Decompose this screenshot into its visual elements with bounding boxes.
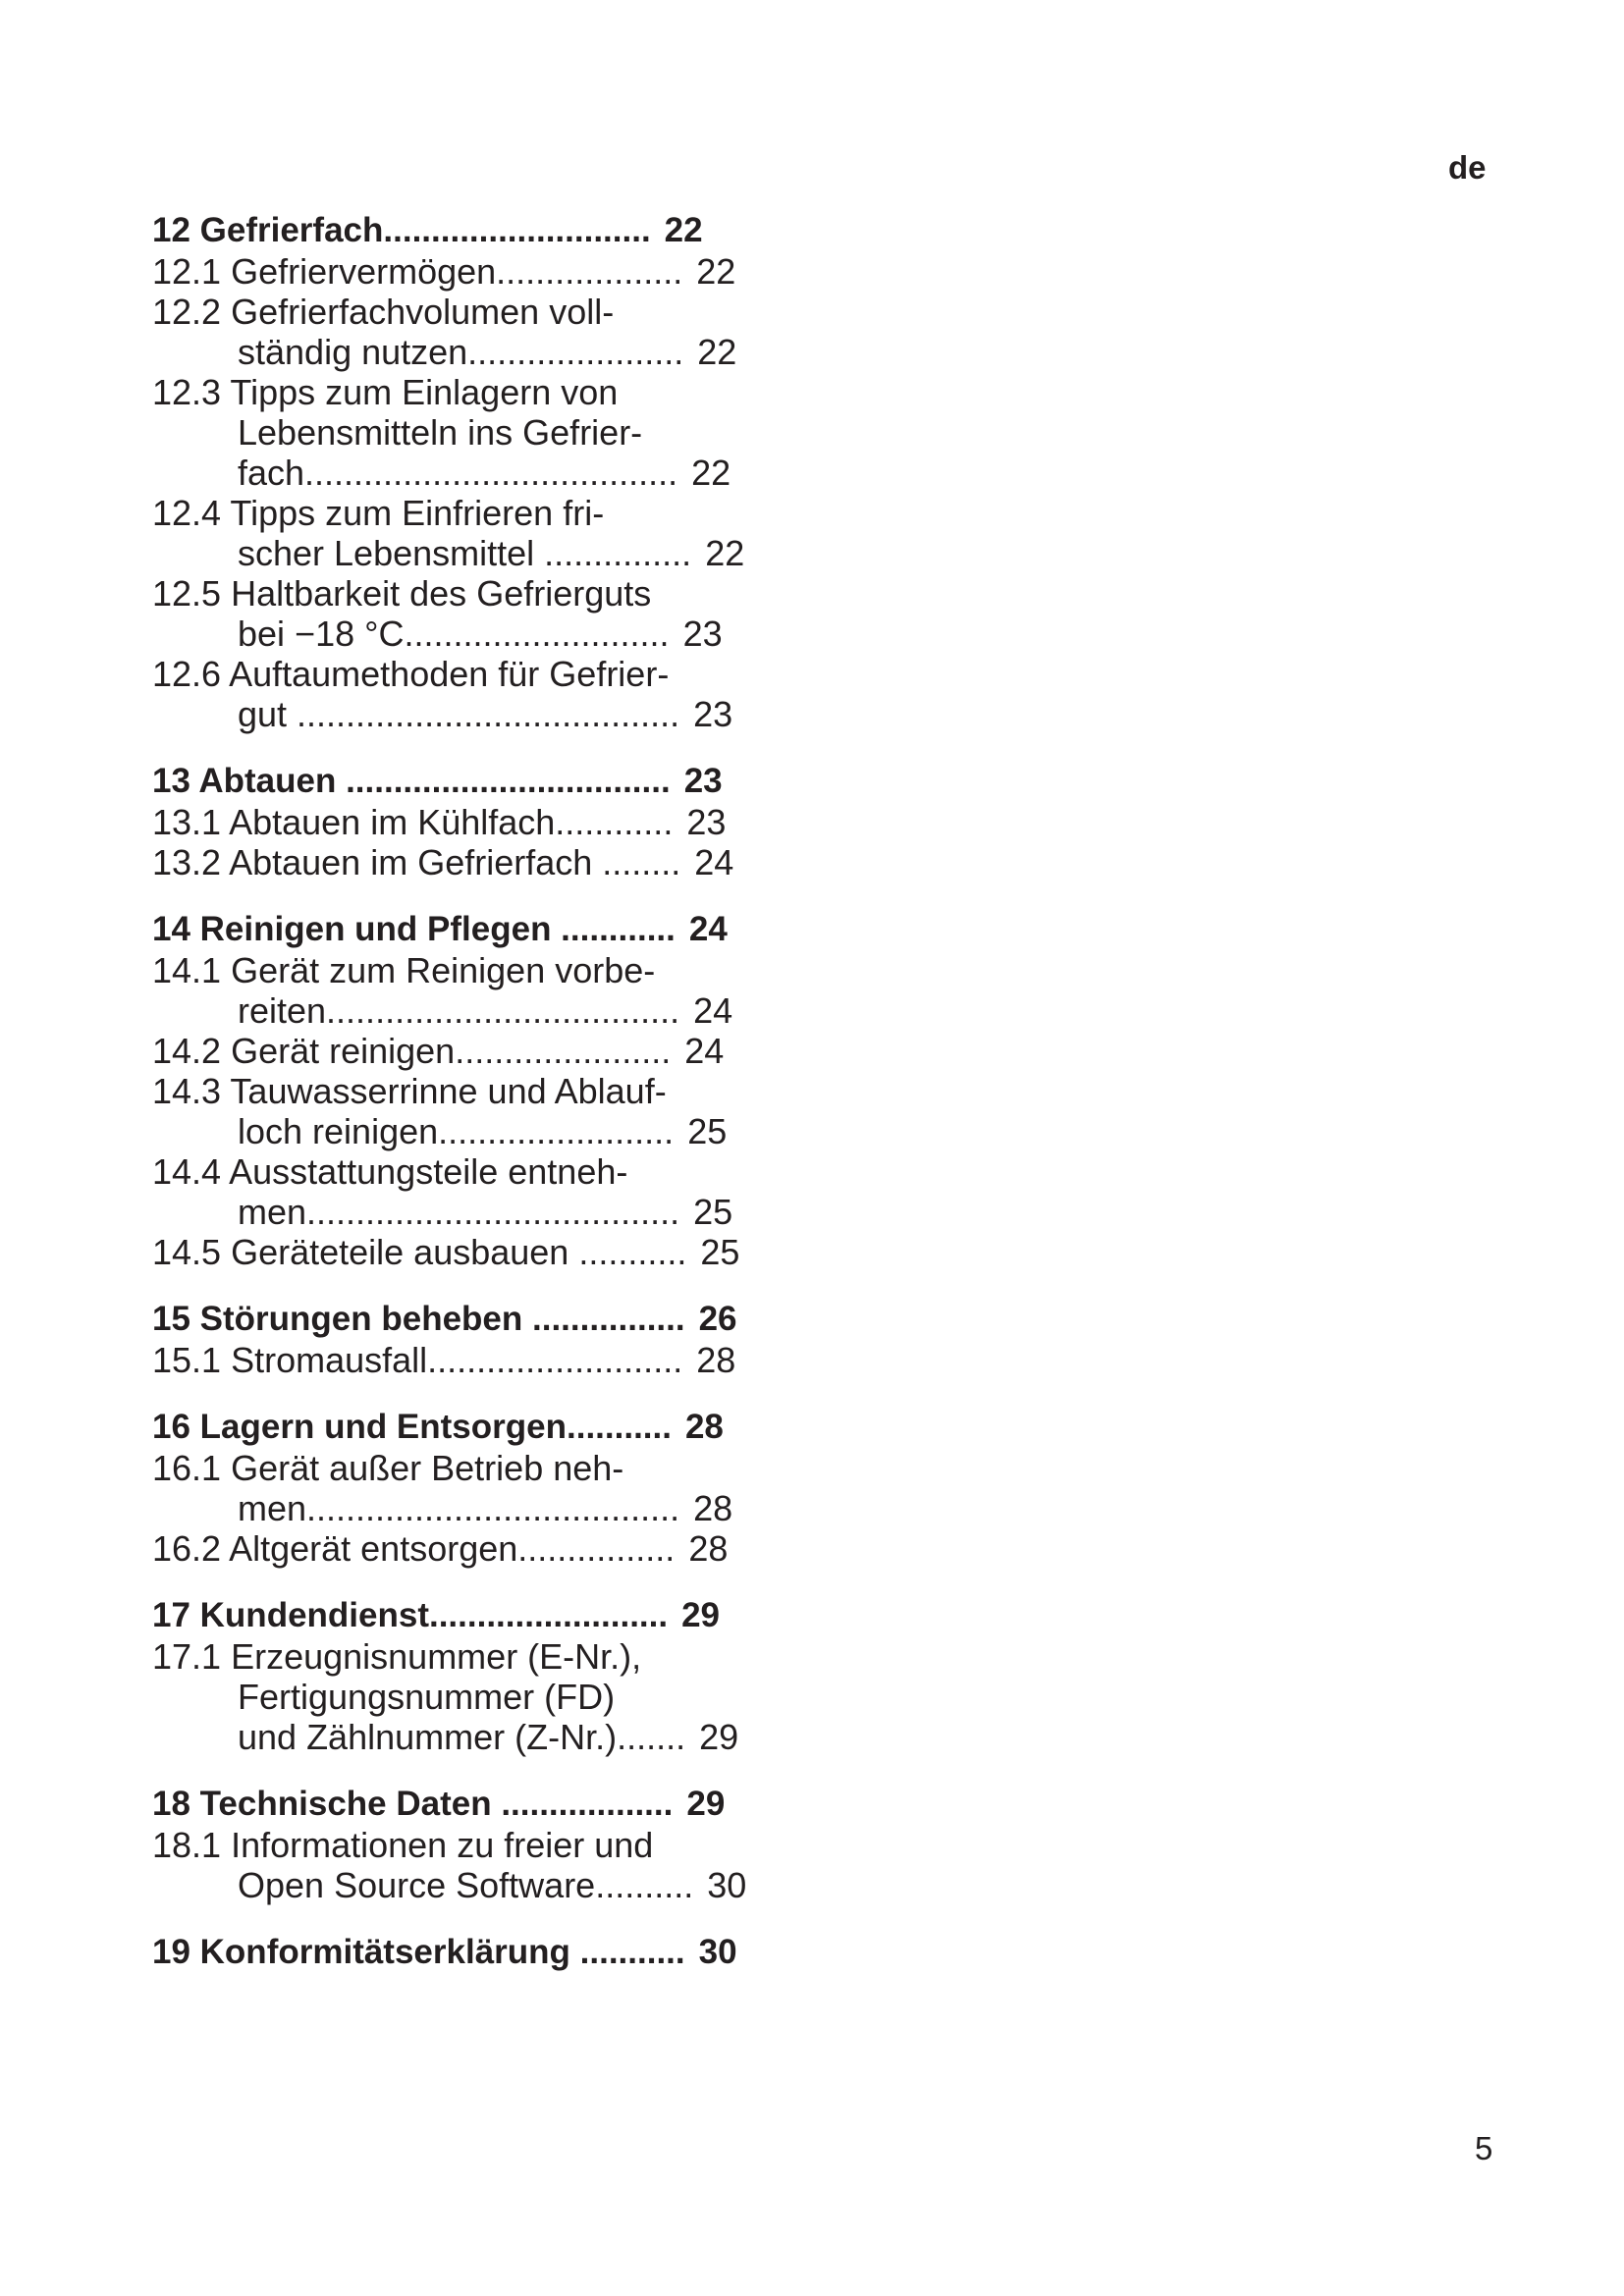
toc-entry-text: und Zählnummer (Z-Nr.)....... <box>238 1717 686 1757</box>
toc-chapter-heading[interactable] <box>152 761 790 802</box>
toc-entry-page: 23 <box>686 802 727 842</box>
toc-chapter-title: 19 Konformitätserklärung ........... <box>152 1933 685 1971</box>
toc-entry-text: scher Lebensmittel ............... <box>238 533 692 573</box>
toc-chapter-page: 26 <box>698 1300 737 1338</box>
toc-entry-text: fach...................................... <box>238 453 678 493</box>
toc-entry-line <box>152 1151 790 1192</box>
toc-entry-text: 14.2 Gerät reinigen...................... <box>152 1031 672 1071</box>
toc-entry[interactable] <box>152 1340 790 1380</box>
toc-entry[interactable] <box>152 1825 790 1905</box>
toc-entry-line <box>152 1488 790 1528</box>
toc-entry-line <box>152 573 790 614</box>
toc-chapter-title: 13 Abtauen .................................. <box>152 762 671 800</box>
toc-entry-line <box>152 1111 790 1151</box>
toc-entry-line <box>152 654 790 694</box>
toc-entry-page: 24 <box>694 842 734 882</box>
toc-entry-text: 12.1 Gefriervermögen................... <box>152 251 683 292</box>
toc-entry-line <box>152 292 790 332</box>
toc-entry-text: 12.2 Gefrierfachvolumen voll- <box>152 292 615 332</box>
toc-entry-line <box>152 1528 790 1569</box>
toc-entry-line <box>152 1677 790 1717</box>
toc-entry-text: 16.2 Altgerät entsorgen................ <box>152 1528 676 1569</box>
toc-entry-line <box>152 802 790 842</box>
toc-chapter-page: 30 <box>698 1933 737 1971</box>
toc-entry-page: 23 <box>693 694 733 734</box>
toc-entry-text: bei −18 °C........................... <box>238 614 670 654</box>
toc-entry-text: 12.6 Auftaumethoden für Gefrier- <box>152 654 670 694</box>
toc-section <box>152 1595 790 1757</box>
toc-chapter-title: 12 Gefrierfach............................ <box>152 211 651 249</box>
toc-entry-text: reiten.................................... <box>238 990 680 1031</box>
toc-chapter-page: 29 <box>681 1596 721 1634</box>
toc-entry-text: 13.1 Abtauen im Kühlfach............ <box>152 802 674 842</box>
toc-entry-line <box>152 251 790 292</box>
toc-entry-text: 17.1 Erzeugnisnummer (E-Nr.), <box>152 1636 642 1677</box>
toc-entry-page: 22 <box>705 533 745 573</box>
toc-chapter-heading[interactable] <box>152 909 790 950</box>
toc-section <box>152 1784 790 1905</box>
table-of-contents <box>152 210 790 2000</box>
toc-entry-line <box>152 1031 790 1071</box>
page-number: 5 <box>1475 2130 1493 2166</box>
toc-entry-text: 12.4 Tipps zum Einfrieren fri- <box>152 493 605 533</box>
toc-entry-text: ständig nutzen...................... <box>238 332 684 372</box>
toc-entry-line <box>152 412 790 453</box>
toc-entry-page: 24 <box>693 990 733 1031</box>
toc-entry-text: 12.3 Tipps zum Einlagern von <box>152 372 619 412</box>
toc-chapter-page: 28 <box>684 1408 724 1446</box>
toc-entry-line <box>152 1825 790 1865</box>
toc-entry-line <box>152 1636 790 1677</box>
toc-entry-text: 18.1 Informationen zu freier und <box>152 1825 654 1865</box>
toc-chapter-heading[interactable] <box>152 210 790 251</box>
toc-entry-text: men...................................... <box>238 1192 680 1232</box>
toc-entry[interactable] <box>152 1031 790 1071</box>
toc-entry-text: 14.4 Ausstattungsteile entneh- <box>152 1151 628 1192</box>
toc-entry-line <box>152 1192 790 1232</box>
toc-entry-line <box>152 1071 790 1111</box>
toc-entry-page: 22 <box>691 453 731 493</box>
toc-entry-line <box>152 332 790 372</box>
toc-section <box>152 761 790 882</box>
toc-entry[interactable] <box>152 573 790 654</box>
toc-entry[interactable] <box>152 1232 790 1272</box>
toc-entry-line <box>152 533 790 573</box>
toc-chapter-title: 17 Kundendienst......................... <box>152 1596 669 1634</box>
toc-chapter-title: 16 Lagern und Entsorgen........... <box>152 1408 672 1446</box>
toc-chapter-heading[interactable] <box>152 1407 790 1448</box>
toc-chapter-title: 14 Reinigen und Pflegen ............ <box>152 910 676 948</box>
toc-entry-page: 30 <box>707 1865 747 1905</box>
toc-entry-line <box>152 1717 790 1757</box>
toc-chapter-page: 24 <box>688 910 728 948</box>
toc-chapter-title: 15 Störungen beheben ................ <box>152 1300 685 1338</box>
toc-entry-text: 12.5 Haltbarkeit des Gefrierguts <box>152 573 652 614</box>
toc-entry-page: 22 <box>696 251 736 292</box>
toc-entry[interactable] <box>152 654 790 734</box>
toc-entry[interactable] <box>152 251 790 292</box>
toc-entry-text: Fertigungsnummer (FD) <box>238 1677 616 1717</box>
toc-entry-page: 28 <box>688 1528 729 1569</box>
toc-entry-line <box>152 453 790 493</box>
toc-entry-line <box>152 1448 790 1488</box>
toc-entry-line <box>152 493 790 533</box>
toc-entry-page: 25 <box>687 1111 728 1151</box>
toc-entry-line <box>152 990 790 1031</box>
toc-entry[interactable] <box>152 1071 790 1151</box>
toc-entry-page: 25 <box>693 1192 733 1232</box>
toc-entry[interactable] <box>152 1448 790 1528</box>
toc-entry[interactable] <box>152 493 790 573</box>
toc-section <box>152 1932 790 1973</box>
toc-entry-line <box>152 950 790 990</box>
toc-entry-text: 14.1 Gerät zum Reinigen vorbe- <box>152 950 656 990</box>
toc-entry-text: 14.5 Geräteteile ausbauen ........... <box>152 1232 687 1272</box>
toc-entry-line <box>152 1865 790 1905</box>
toc-entry-text: men...................................... <box>238 1488 680 1528</box>
toc-entry-line <box>152 1340 790 1380</box>
toc-entry-text: 15.1 Stromausfall.......................... <box>152 1340 683 1380</box>
toc-section <box>152 210 790 734</box>
toc-chapter-page: 23 <box>683 762 723 800</box>
toc-entry-text: Lebensmitteln ins Gefrier- <box>238 412 643 453</box>
toc-entry-line <box>152 694 790 734</box>
toc-entry-page: 23 <box>682 614 723 654</box>
toc-chapter-page: 29 <box>686 1785 726 1823</box>
toc-entry-text: Open Source Software.......... <box>238 1865 694 1905</box>
toc-entry-line <box>152 614 790 654</box>
toc-entry[interactable] <box>152 802 790 842</box>
toc-chapter-heading[interactable] <box>152 1932 790 1973</box>
toc-entry[interactable] <box>152 842 790 882</box>
toc-chapter-heading[interactable] <box>152 1595 790 1636</box>
toc-entry-line <box>152 372 790 412</box>
language-code: de <box>1448 149 1487 186</box>
toc-entry[interactable] <box>152 1151 790 1232</box>
toc-entry-text: loch reinigen........................ <box>238 1111 675 1151</box>
toc-entry-text: 14.3 Tauwasserrinne und Ablauf- <box>152 1071 667 1111</box>
toc-entry-text: 16.1 Gerät außer Betrieb neh- <box>152 1448 624 1488</box>
toc-entry-page: 24 <box>684 1031 725 1071</box>
toc-section <box>152 909 790 1272</box>
toc-chapter-page: 22 <box>664 211 703 249</box>
toc-entry-line <box>152 1232 790 1272</box>
toc-chapter-heading[interactable] <box>152 1299 790 1340</box>
toc-entry-page: 22 <box>697 332 737 372</box>
toc-chapter-title: 18 Technische Daten .................. <box>152 1785 674 1823</box>
toc-entry-line <box>152 842 790 882</box>
toc-entry-page: 29 <box>699 1717 739 1757</box>
toc-entry[interactable] <box>152 292 790 372</box>
toc-entry-text: gut ....................................... <box>238 694 680 734</box>
toc-entry[interactable] <box>152 372 790 493</box>
toc-entry[interactable] <box>152 950 790 1031</box>
toc-entry[interactable] <box>152 1528 790 1569</box>
toc-entry-text: 13.2 Abtauen im Gefrierfach ........ <box>152 842 681 882</box>
toc-section <box>152 1299 790 1380</box>
toc-chapter-heading[interactable] <box>152 1784 790 1825</box>
toc-entry-page: 28 <box>696 1340 736 1380</box>
toc-entry[interactable] <box>152 1636 790 1757</box>
toc-entry-page: 28 <box>693 1488 733 1528</box>
toc-section <box>152 1407 790 1569</box>
toc-entry-page: 25 <box>700 1232 740 1272</box>
